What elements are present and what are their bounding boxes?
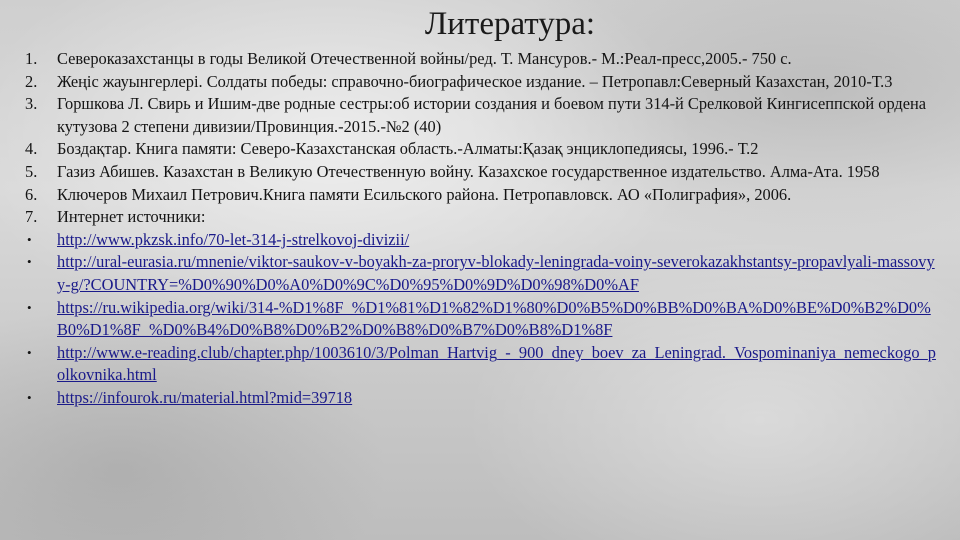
link-item — [0, 342, 960, 387]
reference-item — [0, 48, 960, 71]
reference-item — [0, 138, 960, 161]
link-item — [0, 387, 960, 410]
bullet-icon: • — [27, 389, 32, 405]
bullet-icon: • — [27, 254, 32, 270]
slide-title: Литература: — [424, 6, 596, 42]
link-item — [0, 251, 960, 296]
reference-item — [0, 161, 960, 184]
reference-list — [0, 48, 960, 410]
reference-text: Интернет источники: — [57, 207, 206, 227]
link-item — [0, 229, 960, 252]
reference-number: 3. — [25, 94, 38, 114]
reference-item — [0, 71, 960, 94]
bullet-icon: • — [27, 344, 32, 360]
reference-text: Североказахстанцы в годы Великой Отечественной войны/ред. Т. Мансуров.- М.:Реал-пресс,2005.- 750 с. — [57, 49, 792, 68]
reference-item — [0, 206, 960, 229]
reference-number: 2. — [25, 71, 38, 91]
reference-number: 7. — [25, 207, 38, 227]
reference-text: Горшкова Л. Свирь и Ишим-две родные сестры:об истории создания и боевом пути 314-й Срелковой Кингисеппской ордена кутузова 2 степени дивизии/Провинция.-2015.-№2 (40) — [57, 94, 927, 136]
reference-link[interactable]: http://www.e-reading.club/chapter.php/1003610/3/Polman_Hartvig_-_900_dney_boev_za_Leningrad._Vospominaniya_nemeckogo_polkovnika.html — [57, 342, 936, 385]
reference-text: Газиз Абишев. Казахстан в Великую Отечественную войну. Казахское государственное издательство. Алма-Ата. 1958 — [57, 161, 880, 181]
reference-number: 6. — [25, 184, 38, 204]
reference-number: 1. — [25, 49, 38, 68]
link-item — [0, 297, 960, 342]
bullet-icon: • — [27, 299, 32, 315]
reference-item — [0, 184, 960, 207]
reference-item — [0, 93, 960, 138]
reference-link[interactable]: http://www.pkzsk.info/70-let-314-j-strelkovoj-divizii/ — [57, 229, 410, 249]
reference-text: Жеңіс жауынгерлері. Солдаты победы: справочно-биографическое издание. – Петропавл:Северный Казахстан, 2010-Т.3 — [57, 71, 893, 91]
reference-link[interactable]: https://ru.wikipedia.org/wiki/314-%D1%8F_%D1%81%D1%82%D1%80%D0%B5%D0%BB%D0%BA%D0%BE%D0%B2%D0%B0%D1%8F_%D0%B4%D0%B8%D0%B2%D0%B8%D0%B7%D0%B8%D1%8F — [57, 297, 931, 340]
reference-number: 5. — [25, 161, 38, 181]
reference-number: 4. — [25, 139, 38, 159]
reference-link[interactable]: https://infourok.ru/material.html?mid=39718 — [57, 387, 353, 407]
reference-text: Боздақтар. Книга памяти: Северо-Казахстанская область.-Алматы:Қазақ энциклопедиясы, 1996.- Т.2 — [57, 139, 759, 159]
reference-text: Ключеров Михаил Петрович.Книга памяти Есильского района. Петропавловск. АО «Полиграфия», 2006. — [57, 184, 792, 204]
bullet-icon: • — [27, 231, 32, 247]
reference-link[interactable]: http://ural-eurasia.ru/mnenie/viktor-saukov-v-boyakh-za-proryv-blokady-leningrada-voiny-severokazakhstantsy-propavlyali-massovyy-g/?COUNTRY=%D0%90%D0%A0%D0%9C%D0%95%D0%9D%D0%98%D0%AF — [57, 252, 935, 294]
